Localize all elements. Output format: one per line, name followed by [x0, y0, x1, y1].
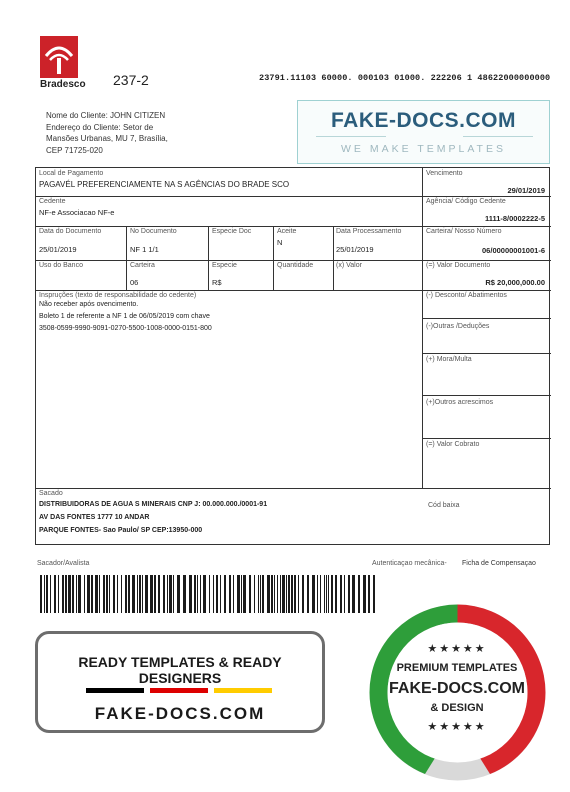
barcode-bar	[84, 575, 85, 613]
barcode-bar	[291, 575, 293, 613]
barcode-bar	[194, 575, 196, 613]
barcode-bar	[312, 575, 315, 613]
barcode-bar	[132, 575, 135, 613]
seal-stars-top: ★★★★★	[427, 643, 487, 655]
barcode-bar	[113, 575, 115, 613]
barcode-bar	[307, 575, 309, 613]
client-cep: CEP 71725-020	[46, 145, 103, 155]
barcode-bar	[260, 575, 261, 613]
flag-stripe-red	[150, 688, 208, 693]
flag-stripe-yellow	[214, 688, 272, 693]
barcode-bar	[348, 575, 350, 613]
carteira-label: Carteira	[130, 262, 155, 269]
bank-code: 237-2	[113, 72, 149, 88]
cedente-label: Cedente	[39, 198, 66, 205]
barcode-bar	[213, 575, 214, 613]
outros-acrescimos-label: (+)Outros acrescimos	[426, 399, 494, 406]
sacado-line: PARQUE FONTES- Sao Paulo/ SP CEP:13950-000	[39, 527, 203, 534]
ficha-compensacao-label: Ficha de Compensaçao	[462, 560, 536, 567]
bank-name: Bradesco	[40, 79, 86, 90]
barcode-bar	[254, 575, 255, 613]
row-divider	[36, 260, 551, 261]
barcode-bar	[271, 575, 273, 613]
local-pagamento-label: Local de Pagamento	[39, 170, 104, 177]
data-processamento-value: 25/01/2019	[336, 245, 374, 254]
barcode-bar	[68, 575, 71, 613]
seal-stars-bottom: ★★★★★	[427, 721, 487, 733]
barcode-bar	[216, 575, 218, 613]
barcode-bar	[183, 575, 186, 613]
row-divider	[422, 353, 551, 354]
outras-deducoes-label: (-)Outras /Deduções	[426, 323, 490, 330]
barcode-bar	[331, 575, 333, 613]
barcode-bar	[109, 575, 110, 613]
barcode-bar	[298, 575, 299, 613]
uso-banco-label: Uso do Banco	[39, 262, 83, 269]
barcode-bar	[200, 575, 201, 613]
carteira-value: 06	[130, 278, 139, 287]
barcode-bar	[76, 575, 77, 613]
especie-doc-label: Especie Doc	[212, 228, 252, 235]
barcode-bar	[150, 575, 153, 613]
barcode-bar	[340, 575, 342, 613]
barcode-bar	[326, 575, 327, 613]
barcode-bar	[286, 575, 287, 613]
instrucoes-line: Boleto 1 de referente a NF 1 de 06/05/2019 com chave	[39, 313, 210, 320]
barcode-bar	[58, 575, 59, 613]
autenticacao-label: Autenticaçao mecânica-	[372, 560, 447, 567]
barcode-bar	[95, 575, 98, 613]
barcode-bar	[241, 575, 242, 613]
seal-line-1: PREMIUM TEMPLATES	[396, 662, 518, 674]
watermark-title: FAKE-DOCS.COM	[331, 109, 516, 132]
barcode-bar	[99, 575, 100, 613]
instrucoes-label: Inspruções (texto de responsabilidade do cedente)	[39, 292, 197, 299]
flag-stripe-black	[86, 688, 144, 693]
row-divider	[422, 438, 551, 439]
cedente-value: NF-e Associacao NF-e	[39, 208, 115, 217]
col-divider	[333, 226, 334, 290]
barcode-bar	[139, 575, 141, 613]
barcode-bar	[145, 575, 148, 613]
barcode-bar	[267, 575, 270, 613]
barcode-bar	[54, 575, 56, 613]
barcode-bar	[262, 575, 264, 613]
ad-headline: READY TEMPLATES & READY DESIGNERS	[78, 654, 282, 686]
barcode-bar	[158, 575, 160, 613]
barcode-bar	[46, 575, 48, 613]
premium-seal	[365, 600, 550, 785]
barcode-bar	[302, 575, 304, 613]
barcode-bar	[280, 575, 281, 613]
aceite-label: Aceite	[277, 228, 297, 235]
watermark-divider	[316, 136, 386, 137]
agencia-value: 1111-8/0002222-5	[484, 214, 545, 223]
ad-banner	[35, 631, 325, 733]
col-divider	[126, 226, 127, 290]
no-documento-label: No Documento	[130, 228, 177, 235]
barcode-bar	[154, 575, 156, 613]
sacador-label: Sacador/Avalista	[37, 560, 90, 567]
watermark-banner	[297, 100, 550, 164]
barcode-bar	[103, 575, 105, 613]
data-documento-label: Data do Documento	[39, 228, 102, 235]
barcode-bar	[233, 575, 234, 613]
vencimento-value: 29/01/2019	[507, 186, 545, 195]
vencimento-label: Vencimento	[426, 170, 463, 177]
barcode-bar	[62, 575, 64, 613]
barcode-bar	[243, 575, 246, 613]
barcode-bar	[358, 575, 360, 613]
cod-baixa-label: Cód baixa	[428, 502, 460, 509]
barcode	[40, 575, 375, 613]
local-pagamento-value: PAGAVÉL PREFERENCIAMENTE NA S AGÊNCIAS DO BRADE SCO	[39, 180, 290, 189]
barcode-bar	[106, 575, 108, 613]
barcode-bar	[197, 575, 198, 613]
barcode-bar	[87, 575, 90, 613]
barcode-bar	[91, 575, 93, 613]
barcode-bar	[128, 575, 130, 613]
especie-value: R$	[212, 278, 222, 287]
sacado-label: Sacado	[39, 490, 63, 497]
barcode-bar	[189, 575, 192, 613]
client-address-1: Endereço do Cliente: Setor de	[46, 122, 154, 132]
barcode-bar	[125, 575, 127, 613]
barcode-bar	[229, 575, 231, 613]
desconto-label: (-) Desconto/ Abatimentos	[426, 292, 507, 299]
barcode-bar	[249, 575, 251, 613]
data-documento-value: 25/01/2019	[39, 245, 77, 254]
barcode-bar	[44, 575, 45, 613]
barcode-bar	[237, 575, 240, 613]
barcode-bar	[344, 575, 345, 613]
boleto-form	[35, 167, 550, 545]
barcode-bar	[258, 575, 259, 613]
seal-line-2: FAKE-DOCS.COM	[389, 680, 525, 697]
barcode-bar	[224, 575, 226, 613]
barcode-bar	[177, 575, 180, 613]
barcode-bar	[167, 575, 168, 613]
bradesco-logo-icon	[40, 36, 78, 78]
row-divider	[422, 395, 551, 396]
sacado-line: DISTRIBUIDORAS DE AGUA S MINERAIS CNP J: 00.000.000./0001-91	[39, 501, 268, 508]
client-address-2: Mansões Urbanas, MU 7, Brasília,	[46, 134, 168, 143]
client-name: Nome do Cliente: JOHN CITIZEN	[46, 111, 166, 120]
row-divider	[36, 488, 551, 489]
col-divider	[208, 226, 209, 290]
aceite-value: N	[277, 238, 283, 247]
barcode-bar	[203, 575, 206, 613]
barcode-bar	[121, 575, 122, 613]
barcode-bar	[282, 575, 285, 613]
x-valor-label: (x) Valor	[336, 262, 362, 269]
barcode-bar	[317, 575, 318, 613]
barcode-bar	[220, 575, 221, 613]
barcode-bar	[78, 575, 81, 613]
barcode-bar	[288, 575, 290, 613]
digitable-line: 23791.11103 60000. 000103 01000. 222206 1 48622000000000	[259, 73, 551, 83]
barcode-bar	[277, 575, 278, 613]
row-divider	[422, 318, 551, 319]
sacado-line: AV DAS FONTES 1777 10 ANDAR	[39, 514, 150, 521]
barcode-bar	[320, 575, 321, 613]
barcode-bar	[173, 575, 174, 613]
barcode-bar	[328, 575, 329, 613]
barcode-bar	[142, 575, 143, 613]
row-divider	[36, 290, 551, 291]
instrucoes-line: 3508-0599-9990-9091-0270-5500-1008-0000-0151-800	[39, 325, 212, 332]
barcode-bar	[324, 575, 325, 613]
barcode-bar	[294, 575, 296, 613]
col-divider	[273, 226, 274, 290]
no-documento-value: NF 1 1/1	[130, 245, 159, 254]
barcode-bar	[169, 575, 172, 613]
carteira-nosso-value: 06/00000001001-6	[482, 246, 545, 255]
row-divider	[36, 226, 551, 227]
data-processamento-label: Data Processamento	[336, 228, 402, 235]
row-divider	[36, 196, 551, 197]
valor-documento-label: (=) Valor Documento	[426, 262, 491, 269]
valor-documento-value: R$ 20,000,000.00	[485, 278, 545, 287]
column-divider	[422, 168, 423, 488]
watermark-divider	[463, 136, 533, 137]
valor-cobrado-label: (=) Valor Cobrato	[426, 441, 480, 448]
barcode-bar	[72, 575, 74, 613]
agencia-label: Agência/ Código Cedente	[426, 198, 506, 205]
carteira-nosso-label: Carteira/ Nosso Número	[426, 228, 502, 235]
watermark-subtitle: WE MAKE TEMPLATES	[341, 143, 506, 155]
barcode-bar	[40, 575, 42, 613]
barcode-bar	[65, 575, 67, 613]
seal-line-3: & DESIGN	[430, 702, 484, 714]
barcode-bar	[163, 575, 165, 613]
barcode-bar	[50, 575, 51, 613]
instrucoes-line: Não receber após ovencimento.	[39, 301, 139, 308]
barcode-bar	[117, 575, 118, 613]
barcode-bar	[137, 575, 138, 613]
client-info	[46, 110, 246, 156]
especie-label: Especie	[212, 262, 237, 269]
barcode-bar	[274, 575, 275, 613]
mora-label: (+) Mora/Multa	[426, 356, 472, 363]
ad-website: FAKE-DOCS.COM	[94, 704, 266, 723]
barcode-bar	[335, 575, 337, 613]
quantidade-label: Quantidade	[277, 262, 314, 269]
barcode-bar	[352, 575, 355, 613]
barcode-bar	[209, 575, 210, 613]
